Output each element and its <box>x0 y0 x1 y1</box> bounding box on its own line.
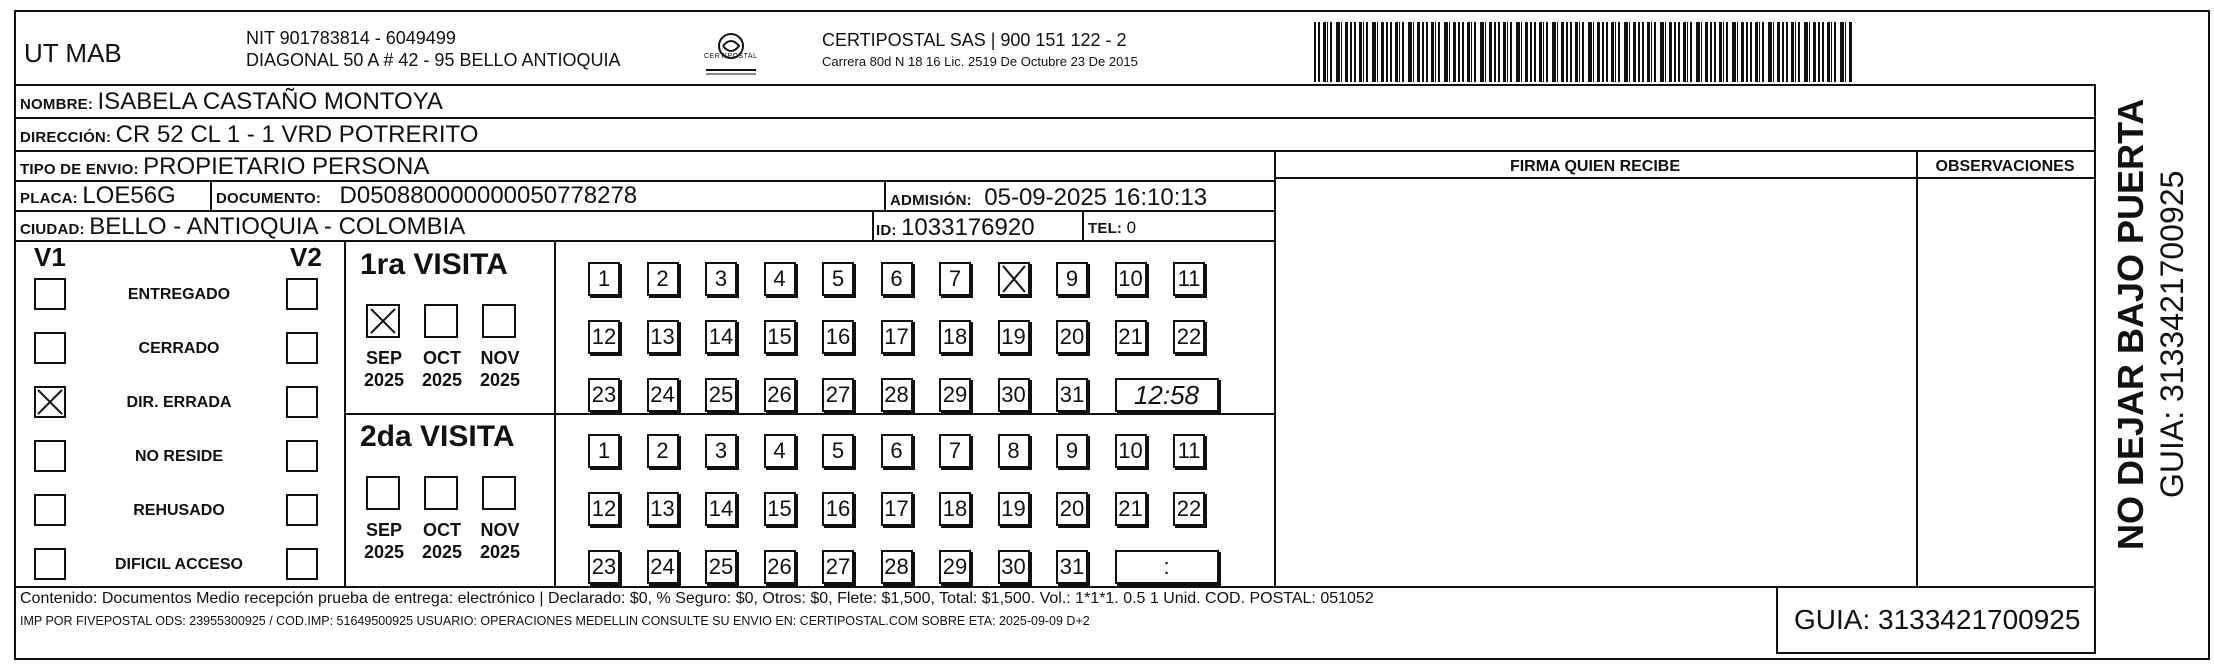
barcode-bar <box>1660 22 1664 82</box>
barcode-bar <box>1759 22 1760 82</box>
day-checkbox-15[interactable]: 15 <box>764 320 796 354</box>
year-label: 2025 <box>421 542 463 562</box>
day-checkbox-10[interactable]: 10 <box>1115 262 1147 296</box>
direccion-row <box>20 121 478 149</box>
barcode-bar <box>1575 22 1578 82</box>
barcode-bar <box>1773 22 1774 82</box>
month-checkbox-sep[interactable] <box>366 304 400 338</box>
barcode-bar <box>1422 22 1424 82</box>
barcode-bar <box>1809 22 1810 82</box>
barcode-bar <box>1642 22 1644 82</box>
barcode-bar <box>1834 22 1836 82</box>
day-checkbox-14[interactable]: 14 <box>705 320 737 354</box>
barcode-bar <box>1366 22 1368 82</box>
barcode-bar <box>1714 22 1716 82</box>
barcode-bar <box>1696 22 1700 82</box>
footer-top-line <box>14 586 2094 588</box>
barcode-bar <box>1390 22 1392 82</box>
placa-label: PLACA: <box>20 190 78 207</box>
barcode-bar <box>1570 22 1572 82</box>
row-divider <box>14 180 1274 182</box>
status-v2-checkbox[interactable] <box>286 386 318 418</box>
barcode-bar <box>1647 22 1650 82</box>
barcode-bar <box>1566 22 1568 82</box>
barcode-bar <box>1737 22 1738 82</box>
day-checkbox-6[interactable]: 6 <box>881 434 913 468</box>
delivery-guide-card <box>14 10 2214 660</box>
row-divider <box>14 117 2094 119</box>
status-label: ENTREGADO <box>127 286 231 303</box>
certipostal-subtitle: Carrera 80d N 18 16 Lic. 2519 De Octubre 23 De 2015 <box>822 54 1138 69</box>
barcode-bar <box>1521 22 1522 82</box>
barcode-bar <box>1314 22 1316 82</box>
nombre-label: NOMBRE: <box>20 96 94 113</box>
barcode-bar <box>1665 22 1666 82</box>
barcode-bar <box>1818 22 1820 82</box>
barcode <box>1314 22 1854 82</box>
cell-divider <box>872 210 874 240</box>
month-checkbox-sep[interactable] <box>366 476 400 510</box>
barcode-bar <box>1561 22 1564 82</box>
barcode-bar <box>1786 22 1788 82</box>
barcode-bar <box>1611 22 1614 82</box>
barcode-bar <box>1674 22 1676 82</box>
month-label: NOV <box>480 348 520 368</box>
day-checkbox-31[interactable]: 31 <box>1056 550 1088 584</box>
barcode-bar <box>1431 22 1434 82</box>
barcode-bar <box>1710 22 1712 82</box>
barcode-bar <box>1624 22 1628 82</box>
barcode-bar <box>1458 22 1460 82</box>
firma-label: FIRMA QUIEN RECIBE <box>1509 158 1681 175</box>
barcode-bar <box>1318 22 1320 82</box>
day-checkbox-29[interactable]: 29 <box>939 378 971 412</box>
month-label: SEP <box>365 520 403 540</box>
day-checkbox-6[interactable]: 6 <box>881 262 913 296</box>
tipo-label: TIPO DE ENVIO: <box>20 161 139 178</box>
barcode-bar <box>1746 22 1748 82</box>
day-checkbox-13[interactable]: 13 <box>647 320 679 354</box>
day-checkbox-3[interactable]: 3 <box>705 434 737 468</box>
day-checkbox-9[interactable]: 9 <box>1056 434 1088 468</box>
barcode-bar <box>1395 22 1398 82</box>
day-checkbox-28[interactable]: 28 <box>881 550 913 584</box>
status-v1-checkbox[interactable] <box>34 332 66 364</box>
barcode-bar <box>1782 22 1784 82</box>
month-checkbox-nov[interactable] <box>482 304 516 338</box>
barcode-bar <box>1629 22 1630 82</box>
visit-time-field[interactable]: : <box>1115 550 1219 584</box>
day-checkbox-22[interactable]: 22 <box>1173 320 1205 354</box>
barcode-bar <box>1489 22 1492 82</box>
nombre-value: ISABELA CASTAÑO MONTOYA <box>97 88 443 115</box>
day-checkbox-21[interactable]: 21 <box>1115 320 1147 354</box>
barcode-bar <box>1372 22 1376 82</box>
barcode-bar <box>1813 22 1816 82</box>
month-checkbox-nov[interactable] <box>482 476 516 510</box>
barcode-bar <box>1552 22 1556 82</box>
status-label: NO RESIDE <box>134 448 223 465</box>
day-checkbox-9[interactable]: 9 <box>1056 262 1088 296</box>
observaciones-label: OBSERVACIONES <box>1935 158 2075 175</box>
documento-value: D050880000000050778278 <box>339 182 638 209</box>
day-checkbox-2[interactable]: 2 <box>647 434 679 468</box>
tipo-value: PROPIETARIO PERSONA <box>143 153 430 180</box>
barcode-bar <box>1543 22 1544 82</box>
day-checkbox-22[interactable]: 22 <box>1173 492 1205 526</box>
month-label: OCT <box>423 520 461 540</box>
certipostal-logo-text: CERTIPOSTAL <box>704 53 758 60</box>
barcode-bar <box>1510 22 1512 82</box>
row-divider <box>14 240 1274 242</box>
barcode-bar <box>1723 22 1724 82</box>
day-checkbox-4[interactable]: 4 <box>764 262 796 296</box>
ciudad-row <box>20 213 465 241</box>
barcode-bar <box>1354 22 1356 82</box>
barcode-bar <box>1755 22 1758 82</box>
day-checkbox-27[interactable]: 27 <box>822 550 854 584</box>
barcode-bar <box>1449 22 1450 82</box>
barcode-bar <box>1330 22 1332 82</box>
day-checkbox-31[interactable]: 31 <box>1056 378 1088 412</box>
barcode-bar <box>1503 22 1506 82</box>
day-checkbox-14[interactable]: 14 <box>705 492 737 526</box>
row-divider <box>14 150 2094 152</box>
barcode-bar <box>1822 22 1824 82</box>
day-checkbox-13[interactable]: 13 <box>647 492 679 526</box>
barcode-bar <box>1654 22 1656 82</box>
id-cell <box>876 214 1035 242</box>
barcode-bar <box>1827 22 1830 82</box>
day-checkbox-26[interactable]: 26 <box>764 550 796 584</box>
barcode-bar <box>1480 22 1484 82</box>
barcode-bar <box>1498 22 1500 82</box>
documento-label: DOCUMENTO: <box>216 190 322 207</box>
barcode-bar <box>1588 22 1592 82</box>
barcode-bar <box>1444 22 1448 82</box>
tipo-row <box>20 153 429 181</box>
v2-header: V2 <box>290 242 322 272</box>
day-checkbox-16[interactable]: 16 <box>822 492 854 526</box>
direccion-value: CR 52 CL 1 - 1 VRD POTRERITO <box>115 121 479 148</box>
footer-guia: GUIA: 3133421700925 <box>1794 604 2081 635</box>
barcode-bar <box>1399 22 1400 82</box>
barcode-bar <box>1701 22 1702 82</box>
barcode-bar <box>1726 22 1728 82</box>
cell-divider <box>1082 210 1084 240</box>
month-checkbox-oct[interactable] <box>424 304 458 338</box>
nombre-row <box>20 88 443 116</box>
day-checkbox-26[interactable]: 26 <box>764 378 796 412</box>
day-checkbox-8[interactable]: 8 <box>998 434 1030 468</box>
day-checkbox-24[interactable]: 24 <box>647 550 679 584</box>
day-checkbox-17[interactable]: 17 <box>881 492 913 526</box>
barcode-bar <box>1597 22 1600 82</box>
tel-cell <box>1088 218 1136 238</box>
day-checkbox-25[interactable]: 25 <box>705 550 737 584</box>
barcode-bar <box>1831 22 1832 82</box>
status-v1-checkbox[interactable] <box>34 386 66 418</box>
barcode-bar <box>1557 22 1558 82</box>
day-checkbox-5[interactable]: 5 <box>822 434 854 468</box>
day-checkbox-23[interactable]: 23 <box>588 550 620 584</box>
barcode-bar <box>1381 22 1384 82</box>
barcode-bar <box>1471 22 1472 82</box>
barcode-bar <box>1408 22 1412 82</box>
day-checkbox-1[interactable]: 1 <box>588 262 620 296</box>
day-checkbox-27[interactable]: 27 <box>822 378 854 412</box>
barcode-bar <box>1426 22 1428 82</box>
placa-row <box>20 182 176 210</box>
barcode-bar <box>1402 22 1404 82</box>
barcode-bar <box>1417 22 1420 82</box>
day-checkbox-12[interactable]: 12 <box>588 320 620 354</box>
day-checkbox-28[interactable]: 28 <box>881 378 913 412</box>
nit: NIT 901783814 - 6049499 <box>246 28 456 48</box>
status-v2-checkbox[interactable] <box>286 440 318 472</box>
row-divider <box>14 84 2094 86</box>
company-name: UT MAB <box>24 38 122 68</box>
footer-line-1: Contenido: Documentos Medio recepción prueba de entrega: electrónico | Declarado: $0, % Seguro: $0, Otros: $0, Flete: $1,500, Total: $1,500. Vol.: 1*1*1. 0.5 1 Unid. COD. POSTAL: 051052 <box>20 590 1374 607</box>
admision-cell <box>890 184 1207 212</box>
barcode-bar <box>1690 22 1692 82</box>
day-checkbox-10[interactable]: 10 <box>1115 434 1147 468</box>
day-checkbox-7[interactable]: 7 <box>939 262 971 296</box>
barcode-bar <box>1507 22 1508 82</box>
footer-line-2: IMP POR FIVEPOSTAL ODS: 23955300925 / COD.IMP: 51649500925 USUARIO: OPERACIONES MEDELLIN CONSULTE SU ENVIO EN: CERTIPOSTAL.COM SOBRE ETA: 2025-09-09 D+2 <box>20 614 1090 628</box>
barcode-bar <box>1618 22 1620 82</box>
barcode-bar <box>1494 22 1496 82</box>
barcode-bar <box>1795 22 1796 82</box>
firma-header-line <box>1274 177 2094 179</box>
barcode-bar <box>1798 22 1800 82</box>
day-checkbox-15[interactable]: 15 <box>764 492 796 526</box>
barcode-bar <box>1840 22 1844 82</box>
barcode-bar <box>1615 22 1616 82</box>
side-warning: NO DEJAR BAJO PUERTA <box>2110 98 2151 550</box>
direccion-label: DIRECCIÓN: <box>20 129 112 146</box>
admision-value: 05-09-2025 16:10:13 <box>984 184 1208 211</box>
status-label: CERRADO <box>138 340 220 357</box>
v1-header: V1 <box>34 242 66 272</box>
barcode-bar <box>1669 22 1672 82</box>
barcode-bar <box>1719 22 1722 82</box>
day-checkbox-19[interactable]: 19 <box>998 320 1030 354</box>
rows-right-border <box>2094 84 2096 154</box>
barcode-bar <box>1651 22 1652 82</box>
barcode-bar <box>1539 22 1542 82</box>
status-v1-checkbox[interactable] <box>34 278 66 310</box>
barcode-bar <box>1350 22 1352 82</box>
barcode-bar <box>1435 22 1436 82</box>
id-label: ID: <box>876 222 897 239</box>
documento-cell <box>216 182 637 210</box>
barcode-bar <box>1750 22 1752 82</box>
footer-bottom-line <box>1776 652 2096 654</box>
row-divider <box>14 210 1274 212</box>
status-v1-checkbox[interactable] <box>34 440 66 472</box>
cell-divider <box>884 180 886 210</box>
month-label: SEP <box>365 348 403 368</box>
barcode-bar <box>1705 22 1708 82</box>
day-checkbox-11[interactable]: 11 <box>1173 434 1205 468</box>
status-v2-checkbox[interactable] <box>286 278 318 310</box>
visit-time-field[interactable]: 12:58 <box>1115 378 1219 412</box>
status-v1-checkbox[interactable] <box>34 494 66 526</box>
day-checkbox-7[interactable]: 7 <box>939 434 971 468</box>
barcode-bar <box>1462 22 1464 82</box>
barcode-bar <box>1534 22 1536 82</box>
day-checkbox-25[interactable]: 25 <box>705 378 737 412</box>
status-v2-checkbox[interactable] <box>286 548 318 580</box>
day-checkbox-20[interactable]: 20 <box>1056 320 1088 354</box>
month-label: OCT <box>423 348 461 368</box>
status-v2-checkbox[interactable] <box>286 332 318 364</box>
barcode-bar <box>1638 22 1640 82</box>
day-checkbox-29[interactable]: 29 <box>939 550 971 584</box>
status-label: DIFICIL ACCESO <box>114 556 243 573</box>
tel-value: 0 <box>1126 218 1137 237</box>
barcode-bar <box>1345 22 1348 82</box>
year-label: 2025 <box>421 370 463 390</box>
month-checkbox-oct[interactable] <box>424 476 458 510</box>
month-label: NOV <box>480 520 520 540</box>
barcode-bar <box>1593 22 1594 82</box>
barcode-bar <box>1530 22 1532 82</box>
day-checkbox-20[interactable]: 20 <box>1056 492 1088 526</box>
barcode-bar <box>1762 22 1764 82</box>
barcode-bar <box>1849 22 1852 82</box>
firma-left-border <box>1274 150 1276 586</box>
barcode-bar <box>1336 22 1340 82</box>
day-checkbox-1[interactable]: 1 <box>588 434 620 468</box>
side-guia: GUIA: 3133421700925 <box>2154 170 2190 498</box>
year-label: 2025 <box>363 370 405 390</box>
barcode-bar <box>1683 22 1686 82</box>
day-checkbox-17[interactable]: 17 <box>881 320 913 354</box>
year-label: 2025 <box>479 370 521 390</box>
status-label: REHUSADO <box>133 502 225 519</box>
day-checkbox-3[interactable]: 3 <box>705 262 737 296</box>
visit-separator <box>344 413 1274 415</box>
company-address: DIAGONAL 50 A # 42 - 95 BELLO ANTIOQUIA <box>246 50 621 70</box>
barcode-bar <box>1804 22 1808 82</box>
barcode-bar <box>1582 22 1584 82</box>
day-checkbox-18[interactable]: 18 <box>939 320 971 354</box>
barcode-bar <box>1386 22 1388 82</box>
certipostal-title: CERTIPOSTAL SAS | 900 151 122 - 2 <box>822 30 1127 50</box>
barcode-bar <box>1845 22 1846 82</box>
visit-title: 2da VISITA <box>360 420 515 453</box>
barcode-bar <box>1579 22 1580 82</box>
barcode-bar <box>1606 22 1608 82</box>
barcode-bar <box>1453 22 1456 82</box>
barcode-bar <box>1633 22 1636 82</box>
day-checkbox-19[interactable]: 19 <box>998 492 1030 526</box>
barcode-bar <box>1359 22 1362 82</box>
day-checkbox-23[interactable]: 23 <box>588 378 620 412</box>
rows-right-border-lower <box>2094 150 2096 652</box>
obs-left-border <box>1916 150 1918 586</box>
day-checkbox-16[interactable]: 16 <box>822 320 854 354</box>
tel-label: TEL: <box>1088 220 1123 237</box>
placa-value: LOE56G <box>82 182 176 209</box>
status-v2-checkbox[interactable] <box>286 494 318 526</box>
day-checkbox-30[interactable]: 30 <box>998 550 1030 584</box>
barcode-bar <box>1485 22 1486 82</box>
cell-divider <box>210 180 212 210</box>
day-checkbox-18[interactable]: 18 <box>939 492 971 526</box>
day-checkbox-21[interactable]: 21 <box>1115 492 1147 526</box>
barcode-bar <box>1327 22 1328 82</box>
footer-guia-border <box>1776 586 1778 652</box>
ciudad-value: BELLO - ANTIOQUIA - COLOMBIA <box>89 213 466 240</box>
day-checkbox-12[interactable]: 12 <box>588 492 620 526</box>
day-checkbox-4[interactable]: 4 <box>764 434 796 468</box>
barcode-bar <box>1732 22 1736 82</box>
ciudad-label: CIUDAD: <box>20 221 85 238</box>
year-label: 2025 <box>479 542 521 562</box>
barcode-bar <box>1516 22 1520 82</box>
barcode-bar <box>1323 22 1326 82</box>
barcode-bar <box>1438 22 1440 82</box>
id-value: 1033176920 <box>901 214 1035 241</box>
day-checkbox-8[interactable] <box>998 262 1030 296</box>
day-checkbox-24[interactable]: 24 <box>647 378 679 412</box>
barcode-bar <box>1687 22 1688 82</box>
barcode-bar <box>1741 22 1744 82</box>
barcode-bar <box>1768 22 1772 82</box>
barcode-bar <box>1363 22 1364 82</box>
day-checkbox-5[interactable]: 5 <box>822 262 854 296</box>
day-checkbox-30[interactable]: 30 <box>998 378 1030 412</box>
day-checkbox-2[interactable]: 2 <box>647 262 679 296</box>
barcode-bar <box>1413 22 1414 82</box>
barcode-bar <box>1341 22 1342 82</box>
visit-title: 1ra VISITA <box>360 248 508 281</box>
barcode-bar <box>1791 22 1794 82</box>
barcode-bar <box>1678 22 1680 82</box>
barcode-bar <box>1525 22 1528 82</box>
admision-label: ADMISIÓN: <box>890 192 972 209</box>
barcode-bar <box>1467 22 1470 82</box>
day-checkbox-11[interactable]: 11 <box>1173 262 1205 296</box>
barcode-bar <box>1546 22 1548 82</box>
barcode-bar <box>1474 22 1476 82</box>
year-label: 2025 <box>363 542 405 562</box>
status-label: DIR. ERRADA <box>126 394 232 411</box>
barcode-bar <box>1777 22 1780 82</box>
status-v1-checkbox[interactable] <box>34 548 66 580</box>
barcode-bar <box>1377 22 1378 82</box>
barcode-bar <box>1602 22 1604 82</box>
